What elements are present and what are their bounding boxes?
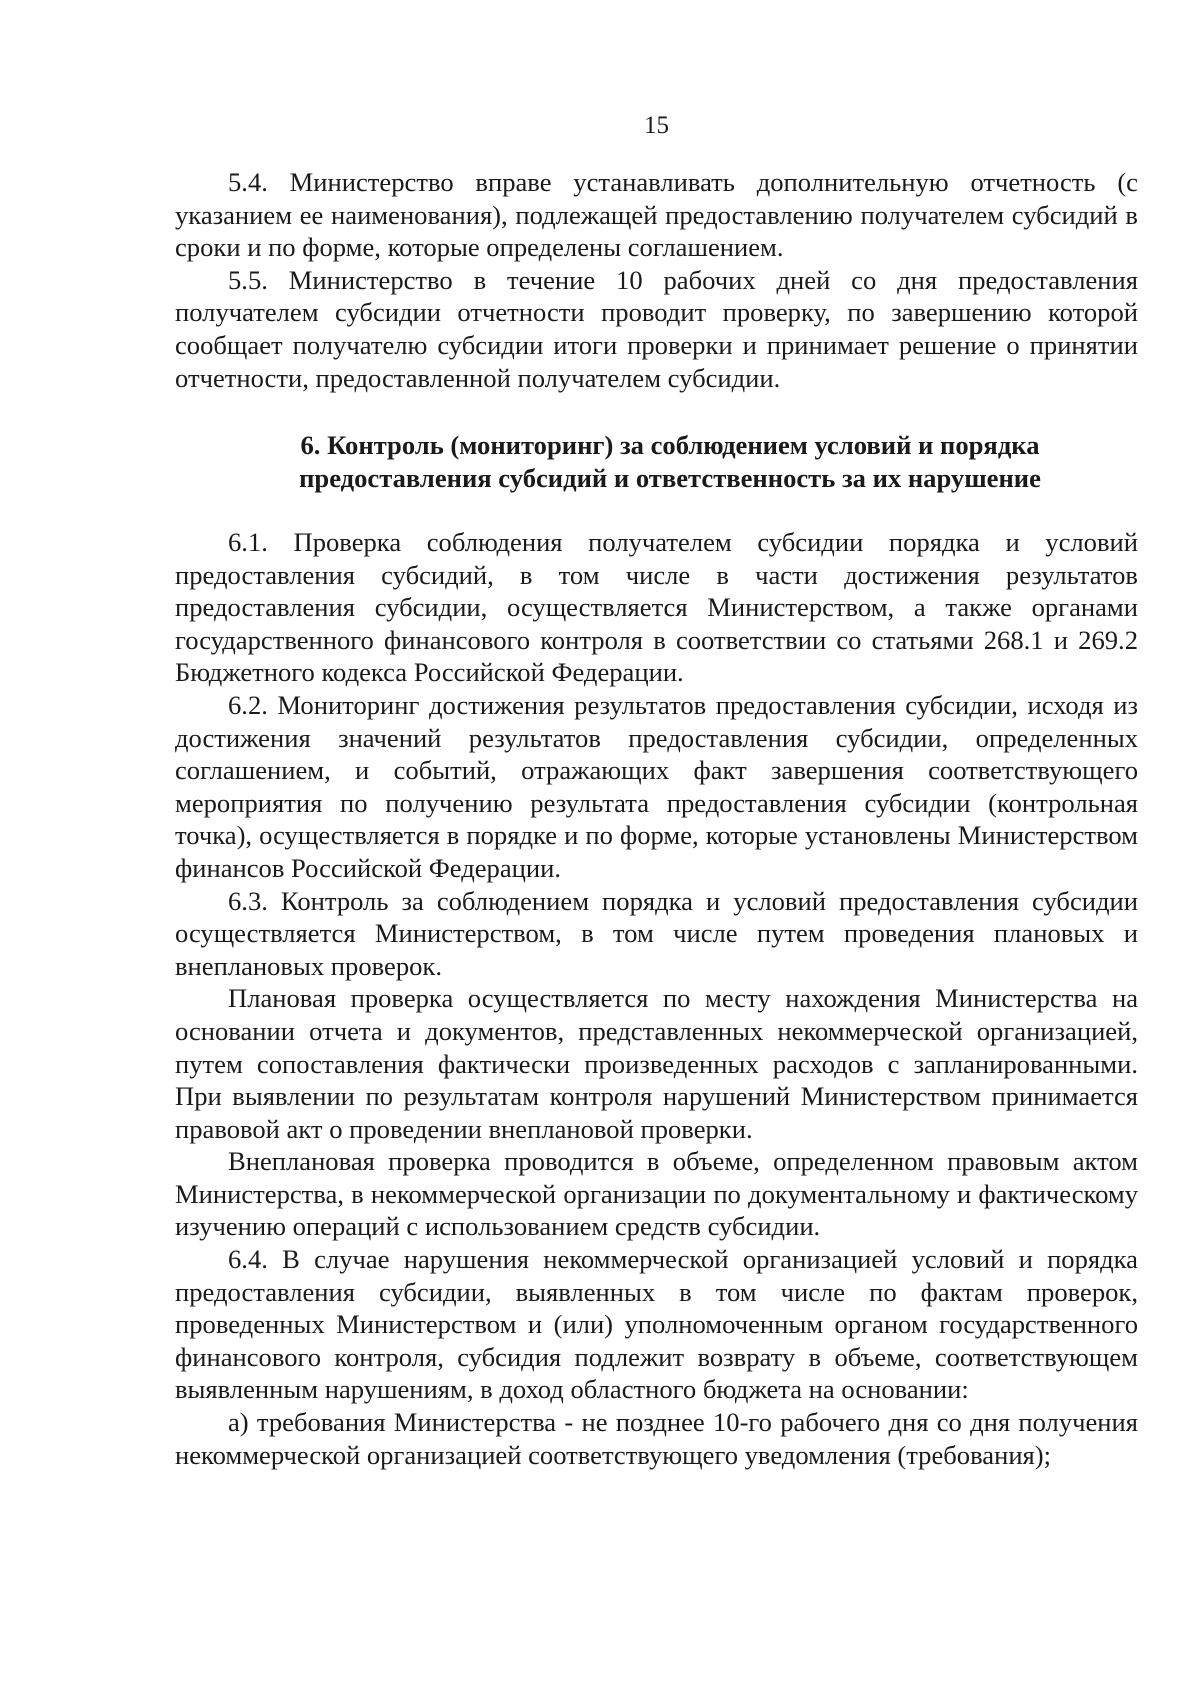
paragraph-6-3: 6.3. Контроль за соблюдением порядка и условий предоставления субсидии осуществляется Министерством, в том числе путем проведения плановых и внеплановых проверок. bbox=[175, 885, 1138, 981]
paragraph-5-5: 5.5. Министерство в течение 10 рабочих дней со дня предоставления получателем субсидии отчетности проводит проверку, по завершению которой сообщает получателю субсидии итоги проверки и принимает решение о принятии отчетности, предоставленной получателем субсидии. bbox=[175, 264, 1138, 393]
section-6-heading-line-1: 6. Контроль (мониторинг) за соблюдением условий и порядка bbox=[300, 430, 1040, 460]
paragraph-6-2: 6.2. Мониторинг достижения результатов предоставления субсидии, исходя из достижения значений результатов предоставления субсидии, определенных соглашением, и событий, отражающих факт завершения соответствующего мероприятия по получению результата предоставления субсидии (контрольная точка), осуществляется в порядке и по форме, которые установлены Министерством финансов Российской Федерации. bbox=[175, 689, 1138, 883]
section-6-heading bbox=[240, 429, 1100, 495]
paragraph-6-4-a: а) требования Министерства - не позднее 10-го рабочего дня со дня получения некоммерческой организацией соответствующего уведомления (требования); bbox=[175, 1407, 1138, 1470]
paragraph-planned-inspection: Плановая проверка осуществляется по месту нахождения Министерства на основании отчета и документов, представленных некоммерческой организацией, путем сопоставления фактически произведенных расходов с запланированными. При выявлении по результатам контроля нарушений Министерством принимается правовой акт о проведении внеплановой проверки. bbox=[175, 983, 1138, 1144]
paragraph-5-4: 5.4. Министерство вправе устанавливать дополнительную отчетность (с указанием ее наименования), подлежащей предоставлению получателем субсидий в сроки и по форме, которые определены соглашением. bbox=[175, 167, 1138, 263]
page-number: 15 bbox=[644, 112, 669, 139]
section-6-heading-line-2: предоставления субсидий и ответственность за их нарушение bbox=[299, 463, 1041, 493]
paragraphs-section-5 bbox=[175, 166, 1138, 394]
paragraph-6-1: 6.1. Проверка соблюдения получателем субсидии порядка и условий предоставления субсидий, в том числе в части достижения результатов предоставления субсидии, осуществляется Министерством, а также органами государственного финансового контроля в соответствии со статьями 268.1 и 269.2 Бюджетного кодекса Российской Федерации. bbox=[175, 527, 1138, 688]
paragraphs-section-6 bbox=[175, 526, 1138, 1471]
paragraph-unplanned-inspection: Внеплановая проверка проводится в объеме, определенном правовым актом Министерства, в некоммерческой организации по документальному и фактическому изучению операций с использованием средств субсидии. bbox=[175, 1146, 1138, 1242]
paragraph-6-4: 6.4. В случае нарушения некоммерческой организацией условий и порядка предоставления субсидии, выявленных в том числе по фактам проверок, проведенных Министерством и (или) уполномоченным органом государственного финансового контроля, субсидия подлежит возврату в объеме, соответствующем выявленным нарушениям, в доход областного бюджета на основании: bbox=[175, 1244, 1138, 1405]
